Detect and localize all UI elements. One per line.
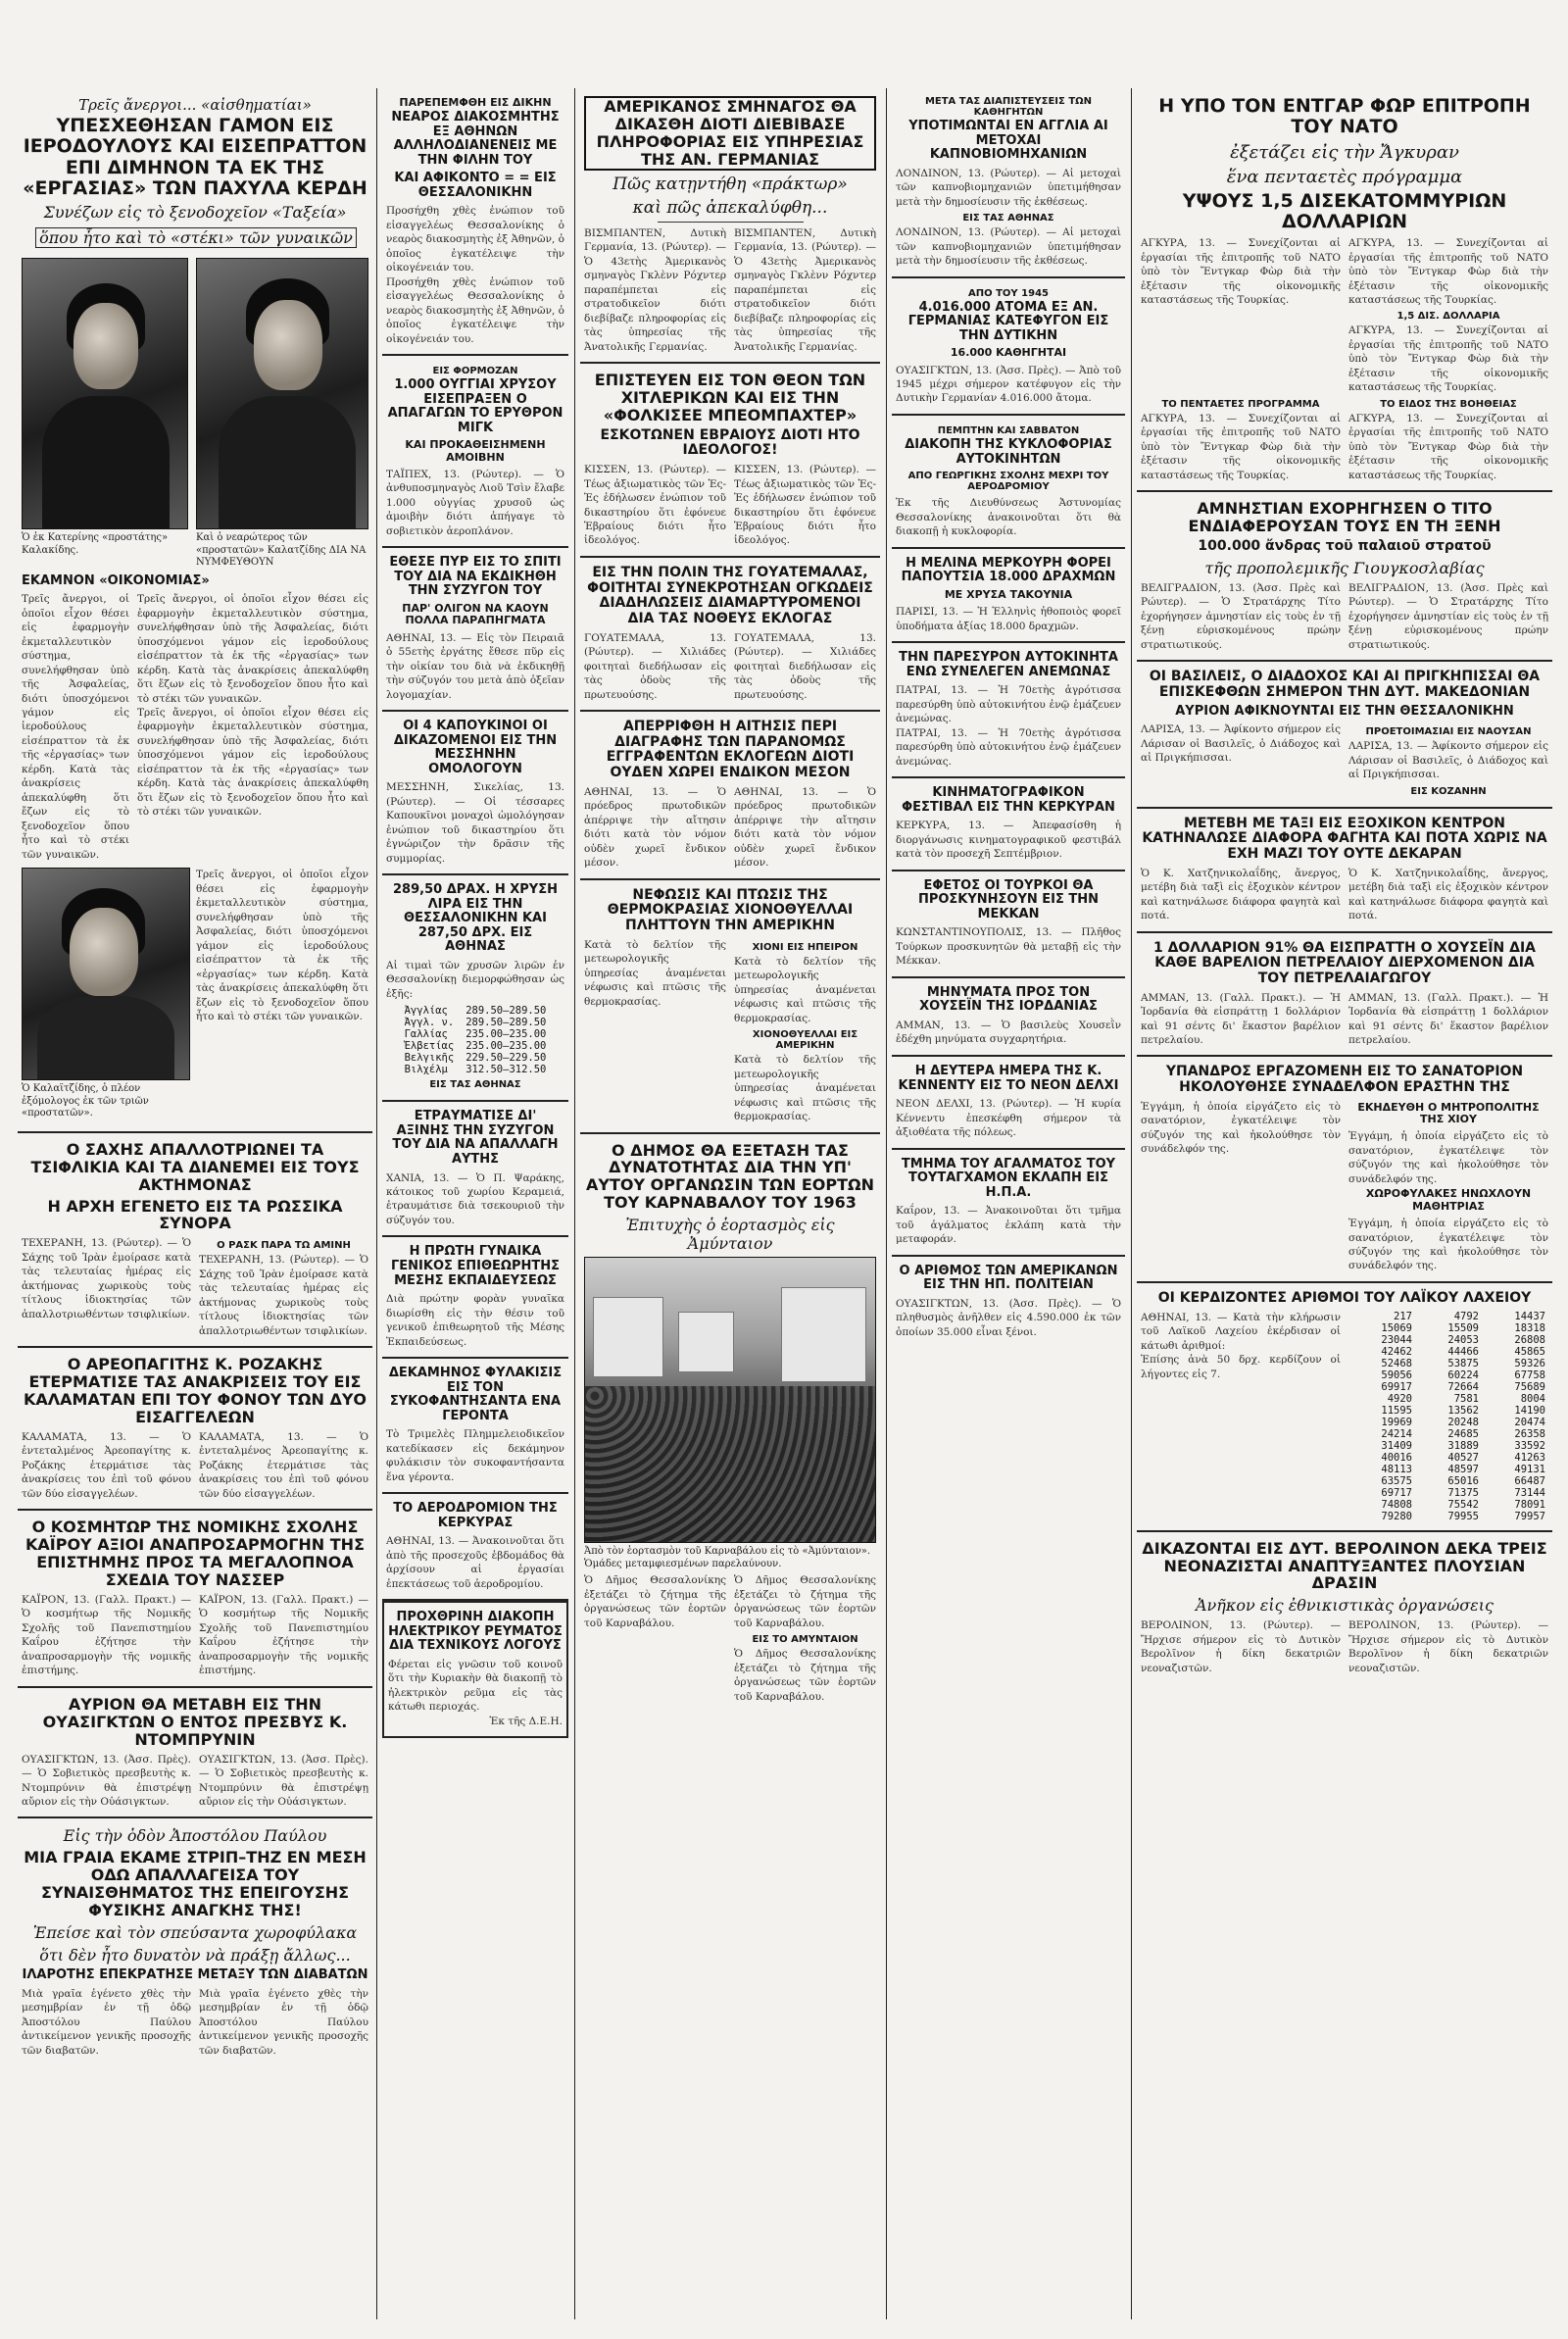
subheadline: ἐξετάζει εἰς τὴν Ἄγκυραν bbox=[1230, 141, 1459, 163]
subheadline: ὅτι δὲν ἦτο δυνατὸν νὰ πράξῃ ἄλλως... bbox=[39, 1946, 351, 1966]
article-anemones bbox=[892, 643, 1125, 778]
article-gold-sovereign bbox=[382, 875, 568, 1102]
body-text: ΑΘΗΝΑΙ, 13. — Κατὰ τὴν κλήρωσιν τοῦ Λαϊκοῦ Λαχείου ἐκέρδισαν οἱ κάτωθι ἀριθμοί: bbox=[1141, 1311, 1341, 1352]
table-row: 59056 60224 67758 bbox=[1381, 1369, 1545, 1381]
headline: 1 ΔΟΛΛΑΡΙΟΝ 91% ΘΑ ΕΙΣΠΡΑΤΤΗ Ο ΧΟΥΣΕΪΝ ΔΙΑ ΚΑΘΕ ΒΑΡΕΛΙΟΝ ΠΕΤΡΕΛΑΙΟΥ ΔΙΕΡΧΟΜΕΝΟΝ ΔΙΑ ΤΟΥ ΠΕΤΡΕΛΑΙΑΓΩΓΟΥ bbox=[1152, 939, 1537, 986]
article-ss-officer bbox=[580, 364, 880, 558]
body-text: ΒΙΣΜΠΑΝΤΕΝ, Δυτικὴ Γερμανία, 13. (Ρώυτερ). — Ὁ 43ετὴς Ἀμερικανὸς σμηναγὸς Γκλὲνν Ρόχντερ παραπέμπεται εἰς στρατοδικεῖον διότι διεβίβαζε πληροφορίας εἰς τὰς ὑπηρεσίας τῆς Ἀνατολικῆς Γερμανίας. bbox=[584, 226, 726, 353]
body-text: ΟΥΑΣΙΓΚΤΩΝ, 13. (Ἀσσ. Πρὲς). — Ἀπὸ τοῦ 1945 μέχρι σήμερον κατέφυγον εἰς τὴν Δυτικὴν Γερμανίαν 4.016.000 ἄτομα. bbox=[896, 364, 1121, 405]
headline: ΕΘΕΣΕ ΠΥΡ ΕΙΣ ΤΟ ΣΠΙΤΙ ΤΟΥ ΔΙΑ ΝΑ ΕΚΔΙΚΗΘΗ ΤΗΝ ΣΥΖΥΓΟΝ ΤΟΥ bbox=[389, 555, 562, 599]
article-power-cut bbox=[382, 1601, 568, 1738]
table-row: 52468 53875 59326 bbox=[1381, 1357, 1545, 1369]
lottery-numbers-table bbox=[1348, 1311, 1548, 1522]
headline: Η ΔΕΥΤΕΡΑ ΗΜΕΡΑ ΤΗΣ Κ. ΚΕΝΝΕΝΤΥ ΕΙΣ ΤΟ ΝΕΟΝ ΔΕΛΧΙ bbox=[898, 1063, 1119, 1093]
article-tobacco bbox=[892, 88, 1125, 278]
subheadline: ΑΠΟ ΓΕΩΡΓΙΚΗΣ ΣΧΟΛΗΣ ΜΕΧΡΙ ΤΟΥ ΑΕΡΟΔΡΟΜΙΟΥ bbox=[907, 471, 1109, 493]
headline: 1.000 ΟΥΓΓΙΑΙ ΧΡΥΣΟΥ ΕΙΣΕΠΡΑΞΕΝ Ο ΑΠΑΓΑΓΩΝ ΤΟ ΕΡΥΘΡΟΝ ΜΙΓΚ bbox=[387, 377, 564, 435]
photo-kalaitzidis bbox=[22, 868, 190, 1080]
article-prostitutes bbox=[18, 88, 372, 1133]
headline: ΥΠΑΝΔΡΟΣ ΕΡΓΑΖΟΜΕΝΗ ΕΙΣ ΤΟ ΣΑΝΑΤΟΡΙΟΝ ΗΚΟΛΟΥΘΗΣΕ ΣΥΝΑΔΕΛΦΟΝ ΕΡΑΣΤΗΝ ΤΗΣ bbox=[1165, 1064, 1524, 1096]
body-text: ΑΓΚΥΡΑ, 13. — Συνεχίζονται αἱ ἐργασίαι τῆς ἐπιτροπῆς τοῦ ΝΑΤΟ ὑπὸ τὸν Ἔντγκαρ Φὼρ διὰ τὴν ἐξέτασιν τῆς οἰκονομικῆς καταστάσεως τῆς Τουρκίας. bbox=[1348, 412, 1548, 481]
article-lottery bbox=[1137, 1283, 1552, 1532]
article-melina bbox=[892, 549, 1125, 643]
photo-kalakidis bbox=[22, 258, 188, 529]
column-1 bbox=[18, 88, 372, 2319]
body-text: ΑΓΚΥΡΑ, 13. — Συνεχίζονται αἱ ἐργασίαι τῆς ἐπιτροπῆς τοῦ ΝΑΤΟ ὑπὸ τὸν Ἔντγκαρ Φὼρ διὰ τὴν ἐξέτασιν τῆς οἰκονομικῆς καταστάσεως τῆς Τουρκίας. bbox=[1141, 412, 1341, 481]
subheadline: ΑΥΡΙΟΝ ΑΦΙΚΝΟΥΝΤΑΙ ΕΙΣ ΤΗΝ ΘΕΣΣΑΛΟΝΙΚΗΝ bbox=[1175, 703, 1514, 719]
article-tito bbox=[1137, 492, 1552, 662]
body-text: ΤΑΪΠΕΧ, 13. (Ρώυτερ). — Ὁ ἀνθυποσμηναγὸς Λιοῦ Τσὶν ἔλαβε 1.000 οὐγγίας χρυσοῦ ὡς ἀμοιβὴν διότι ἀπήγαγε τὸ σοβιετικὸν ἀεροπλάνον. bbox=[386, 468, 564, 537]
headline: Η ΠΡΩΤΗ ΓΥΝΑΙΚΑ ΓΕΝΙΚΟΣ ΕΠΙΘΕΩΡΗΤΗΣ ΜΕΣΗΣ ΕΚΠΑΙΔΕΥΣΕΩΣ bbox=[390, 1244, 561, 1288]
column-2 bbox=[382, 88, 568, 2319]
article-mecca bbox=[892, 871, 1125, 978]
headline: Ο ΚΟΣΜΗΤΩΡ ΤΗΣ ΝΟΜΙΚΗΣ ΣΧΟΛΗΣ ΚΑΪΡΟΥ ΑΞΙΟΙ ΑΝΑΠΡΟΣΑΡΜΟΓΗΝ ΤΗΣ ΕΠΙΣΤΗΜΗΣ ΠΡΟΣ ΤΑ ΜΕΓΑΛΟΠΝΟΑ ΣΧΕΔΙΑ ΤΟΥ ΝΑΣΣΕΡ bbox=[24, 1518, 365, 1590]
body-text: Μιὰ γραῖα ἐγένετο χθὲς τὴν μεσημβρίαν ἐν τῇ ὁδῷ Ἀποστόλου Παύλου ἀντικείμενον γενικῆς προσοχῆς τῶν διαβατῶν. bbox=[199, 1987, 368, 2057]
body-text: ΑΓΚΥΡΑ, 13. — Συνεχίζονται αἱ ἐργασίαι τῆς ἐπιτροπῆς τοῦ ΝΑΤΟ ὑπὸ τὸν Ἔντγκαρ Φὼρ διὰ τὴν ἐξέτασιν τῆς οἰκονομικῆς καταστάσεως τῆς Τουρκίας. bbox=[1141, 237, 1341, 306]
subheadline: ΥΨΟΥΣ 1,5 ΔΙΣΕΚΑΤΟΜΜΥΡΙΩΝ ΔΟΛΛΑΡΙΩΝ bbox=[1182, 189, 1507, 232]
headline: Ο ΑΡΕΟΠΑΓΙΤΗΣ Κ. ΡΟΖΑΚΗΣ ΕΤΕΡΜΑΤΙΣΕ ΤΑΣ ΑΝΑΚΡΙΣΕΙΣ ΤΟΥ ΕΙΣ ΚΑΛΑΜΑΤΑΝ ΕΠΙ ΤΟΥ ΦΟΝΟΥ ΤΩΝ ΔΥΟ ΕΙΣΑΓΓΕΛΕΩΝ bbox=[23, 1355, 368, 1426]
article-slander bbox=[382, 1359, 568, 1494]
article-refugees bbox=[892, 278, 1125, 416]
column-rule bbox=[886, 88, 887, 2319]
headline: ΑΠΕΡΡΙΦΘΗ Η ΑΙΤΗΣΙΣ ΠΕΡΙ ΔΙΑΓΡΑΦΗΣ ΤΩΝ ΠΑΡΑΝΟΜΩΣ ΕΓΓΡΑΦΕΝΤΩΝ ΕΚΛΟΓΕΩΝ ΔΙΟΤΙ ΟΥΔΕΝ ΧΩΡΕΙ ΕΝΔΙΚΟΝ ΜΕΣΟΝ bbox=[606, 719, 855, 781]
headline: ΔΙΚΑΖΟΝΤΑΙ ΕΙΣ ΔΥΤ. ΒΕΡΟΛΙΝΟΝ ΔΕΚΑ ΤΡΕΙΣ ΝΕΟΝΑΖΙΣΤΑΙ ΑΝΑΠΤΥΞΑΝΤΕΣ ΠΛΟΥΣΙΑΝ ΔΡΑΣΙΝ bbox=[1142, 1538, 1547, 1593]
body-text: Τρεῖς ἄνεργοι, οἱ ὁποῖοι εἶχον θέσει εἰς ἐφαρμογὴν ἐκμεταλλευτικὸν σύστημα, συνελήφθησαν ὑπὸ τῆς Ἀσφαλείας, διότι ὑποσχόμενοι γάμον εἰς ἱεροδούλους εἰσέπραττον τὰ ἐκ τῆς «ἐργασίας» των κέρδη. Κατὰ τὰς ἀνακρίσεις ἀπεκαλύφθη ὅτι ἔζων εἰς τὸ ξενοδοχεῖον ὅπου ἦτο καὶ τὸ στέκι τῶν γυναικῶν. bbox=[137, 593, 368, 705]
body-text: Προσήχθη χθὲς ἐνώπιον τοῦ εἰσαγγελέως Θεσσαλονίκης ὁ νεαρὸς διακοσμητὴς ἐξ Ἀθηνῶν, ὁ ὁποῖος ἐγκατέλειψε τὴν οἰκογένειάν του. bbox=[386, 275, 564, 345]
article-kennedy bbox=[892, 1057, 1125, 1150]
body-text: ΒΕΡΟΛΙΝΟΝ, 13. (Ρώυτερ). — Ἤρχισε σήμερον εἰς τὸ Δυτικὸν Βερολῖνον ἡ δίκη δεκατριῶν νεοναζιστῶν. bbox=[1141, 1619, 1341, 1674]
headline: ΟΙ ΚΕΡΔΙΖΟΝΤΕΣ ΑΡΙΘΜΟΙ ΤΟΥ ΛΑΪΚΟΥ ΛΑΧΕΙΟΥ bbox=[1157, 1289, 1532, 1306]
subheadline: ΚΑΙ ΠΡΟΚΑΘΕΙΣΗΜΕΝΗ ΑΜΟΙΒΗΝ bbox=[405, 438, 546, 464]
subheadline: ΠΑΡ' ΟΛΙΓΟΝ ΝΑ ΚΑΟΥΝ ΠΟΛΛΑ ΠΑΡΑΠΗΓΜΑΤΑ bbox=[402, 602, 549, 627]
subheadline: 100.000 ἄνδρας τοῦ παλαιοῦ στρατοῦ bbox=[1198, 538, 1492, 555]
subheadline: Ἀνῆκον εἰς ἐθνικιστικὰς ὀργανώσεις bbox=[1195, 1596, 1494, 1616]
subheadline: ΜΕ ΧΡΥΣΑ ΤΑΚΟΥΝΙΑ bbox=[944, 587, 1073, 601]
headline: Ο ΔΗΜΟΣ ΘΑ ΕΞΕΤΑΣΗ ΤΑΣ ΔΥΝΑΤΟΤΗΤΑΣ ΔΙΑ ΤΗΝ ΥΠ' ΑΥΤΟΥ ΟΡΓΑΝΩΣΙΝ ΤΩΝ ΕΟΡΤΩΝ ΤΟΥ ΚΑΡΝΑΒΑΛΟΥ ΤΟΥ 1963 bbox=[585, 1140, 875, 1213]
body-text: Ὁ Δῆμος Θεσσαλονίκης ἐξετάζει τὸ ζήτημα τῆς ὀργανώσεως τῶν ἑορτῶν τοῦ Καρναβάλου. bbox=[734, 1574, 876, 1629]
photo-caption: Ἀπὸ τὸν ἑορτασμὸν τοῦ Καρναβάλου εἰς τὸ «Ἀμύνταιον». Ὁμάδες μεταμφιεσμένων παρελαύνουν. bbox=[584, 1546, 871, 1569]
headline: Ο ΑΡΙΘΜΟΣ ΤΩΝ ΑΜΕΡΙΚΑΝΩΝ ΕΙΣ ΤΗΝ ΗΠ. ΠΟΛΙΤΕΙΑΝ bbox=[899, 1263, 1118, 1293]
body-text: ΚΑΛΑΜΑΤΑ, 13. — Ὁ ἐντεταλμένος Ἀρεοπαγίτης κ. Ροζάκης ἐτερμάτισε τὰς ἀνακρίσεις του ἐπὶ τοῦ φόνου τῶν δύο εἰσαγγελέων. bbox=[199, 1430, 368, 1500]
headline: ΕΙΣ ΤΗΝ ΠΟΛΙΝ ΤΗΣ ΓΟΥΑΤΕΜΑΛΑΣ, ΦΟΙΤΗΤΑΙ ΣΥΝΕΚΡΟΤΗΣΑΝ ΟΓΚΩΔΕΙΣ ΔΙΑΔΗΛΩΣΕΙΣ ΔΙΑΜΑΡΤΥΡΟΜΕΝΟΙ ΔΙΑ ΤΑΣ ΝΟΘΕΥΣ ΕΚΛΟΓΑΣ bbox=[587, 564, 873, 626]
body-text: Ἐκ τῆς Διευθύνσεως Ἀστυνομίας Θεσσαλονίκης ἀνακοινοῦται ὅτι θὰ διακοπῇ ἡ κυκλοφορία. bbox=[896, 497, 1121, 538]
headline: ΕΠΙΣΤΕΥΕΝ ΕΙΣ ΤΟΝ ΘΕΟΝ ΤΩΝ ΧΙΤΛΕΡΙΚΩΝ ΚΑΙ ΕΙΣ ΤΗΝ «ΦΟΛΚΙΣΕΕ ΜΠΕΟΜΠΑΧΤΕΡ» bbox=[594, 370, 866, 424]
body-text: ΟΥΑΣΙΓΚΤΩΝ, 13. (Ἀσσ. Πρὲς). — Ὁ πληθυσμὸς ἀνῆλθεν εἰς 4.590.000 ἐκ τῶν ὁποίων 35.000 εἶναι ξένοι. bbox=[896, 1297, 1121, 1338]
body-text: Τὸ Τριμελὲς Πλημμελειοδικεῖον κατεδίκασεν εἰς δεκάμηνον φυλάκισιν τὸν συκοφαντήσαντα ἕνα γέροντα. bbox=[386, 1428, 564, 1483]
body-text: ΒΕΛΙΓΡΑΔΙΟΝ, 13. (Ἀσσ. Πρὲς καὶ Ρώυτερ). — Ὁ Στρατάρχης Τίτο ἐχορήγησεν ἀμνηστίαν εἰς τοὺς ἐν τῇ ξένῃ εὑρισκομένους πρώην στρατιωτικούς. bbox=[1348, 581, 1548, 651]
body-text: Ὁ Δῆμος Θεσσαλονίκης ἐξετάζει τὸ ζήτημα τῆς ὀργανώσεως τῶν ἑορτῶν τοῦ Καρναβάλου. bbox=[734, 1648, 876, 1703]
body-text: Κατὰ τὸ δελτίον τῆς μετεωρολογικῆς ὑπηρεσίας ἀναμένεται νέφωσις καὶ πτῶσις τῆς θερμοκρασίας. bbox=[734, 1054, 876, 1123]
article-guatemala bbox=[580, 558, 880, 712]
subheadline: ΙΛΑΡΟΤΗΣ ΕΠΕΚΡΑΤΗΣΕ ΜΕΤΑΞΥ ΤΩΝ ΔΙΑΒΑΤΩΝ bbox=[22, 1967, 368, 1983]
headline: Η ΜΕΛΙΝΑ ΜΕΡΚΟΥΡΗ ΦΟΡΕΙ ΠΑΠΟΥΤΣΙΑ 18.000 ΔΡΑΧΜΩΝ bbox=[901, 555, 1116, 585]
table-row: 15069 15509 18318 bbox=[1381, 1321, 1545, 1334]
column-4 bbox=[892, 88, 1125, 2319]
headline: ΜΕΤΕΒΗ ΜΕ ΤΑΞΙ ΕΙΣ ΕΞΟΧΙΚΟΝ ΚΕΝΤΡΟΝ ΚΑΤΗΝΑΛΩΣΕ ΔΙΑΦΟΡΑ ΦΑΓΗΤΑ ΚΑΙ ΠΟΤΑ ΧΩΡΙΣ ΝΑ ΕΧΗ ΜΑΖΙ ΤΟΥ ΟΥΤΕ ΔΕΚΑΡΑΝ bbox=[1142, 815, 1547, 862]
table-row: 74808 75542 78091 bbox=[1381, 1498, 1545, 1511]
headline: ΝΕΦΩΣΙΣ ΚΑΙ ΠΤΩΣΙΣ ΤΗΣ ΘΕΡΜΟΚΡΑΣΙΑΣ ΧΙΟΝΟΘΥΕΛΛΑΙ ΠΛΗΤΤΟΥΝ ΤΗΝ ΑΜΕΡΙΚΗΝ bbox=[607, 886, 854, 933]
body-text: Διὰ πρώτην φορὰν γυναῖκα διωρίσθη εἰς τὴν θέσιν τοῦ γενικοῦ ἐπιθεωρητοῦ τῆς Μέσης Ἐκπαιδεύσεως. bbox=[386, 1293, 564, 1348]
table-row: 40016 40527 41263 bbox=[1381, 1451, 1545, 1464]
body-text: ΑΜΜΑΝ, 13. (Γαλλ. Πρακτ.). — Ἡ Ἰορδανία θὰ εἰσπράττῃ 1 δολλάριον καὶ 91 σέντς δι' ἕκαστον βαρέλιον πετρελαίου. bbox=[1348, 991, 1548, 1046]
subheadline: Συνέζων εἰς τὸ ξενοδοχεῖον «Ταξεία» bbox=[43, 203, 347, 223]
body-text: Φέρεται εἰς γνῶσιν τοῦ κοινοῦ ὅτι τὴν Κυριακὴν θὰ διακοπῇ τὸ ἠλεκτρικὸν ρεῦμα εἰς τὰς κάτωθι περιοχάς. bbox=[388, 1658, 563, 1714]
article-first-woman bbox=[382, 1237, 568, 1359]
caption-headline: ΕΚΑΜΝΟΝ «ΟΙΚΟΝΟΜΙΑΣ» bbox=[22, 572, 210, 588]
subheadline: ΕΣΚΟΤΩΝΕΝ ΕΒΡΑΙΟΥΣ ΔΙΟΤΙ ΗΤΟ ΙΔΕΟΛΟΓΟΣ! bbox=[600, 426, 860, 459]
subheadline: ἕνα πενταετὲς πρόγραμμα bbox=[1226, 166, 1463, 187]
table-row: 42462 44466 45865 bbox=[1381, 1345, 1545, 1358]
subheadline: καὶ πῶς ἀπεκαλύφθη... bbox=[632, 197, 828, 218]
article-neonazis bbox=[1137, 1532, 1552, 1684]
body-text: Ὁ Κ. Χατζηνικολαΐδης, ἄνεργος, μετέβη διὰ ταξὶ εἰς ἐξοχικὸν κέντρον καὶ κατηνάλωσε διάφορα φαγητὰ καὶ ποτά. bbox=[1141, 867, 1341, 922]
headline: ΤΗΝ ΠΑΡΕΣΥΡΟΝ ΑΥΤΟΚΙΝΗΤΑ ΕΝΩ ΣΥΝΕΛΕΓΕΝ ΑΝΕΜΩΝΑΣ bbox=[899, 650, 1118, 679]
headline: 289,50 ΔΡΑΧ. Η ΧΡΥΣΗ ΛΙΡΑ ΕΙΣ ΤΗΝ ΘΕΣΣΑΛΟΝΙΚΗΝ ΚΑΙ 287,50 ΔΡΧ. ΕΙΣ ΑΘΗΝΑΣ bbox=[393, 882, 558, 955]
body-text: Μιὰ γραῖα ἐγένετο χθὲς τὴν μεσημβρίαν ἐν τῇ ὁδῷ Ἀποστόλου Παύλου ἀντικείμενον γενικῆς προσοχῆς τῶν διαβατῶν. bbox=[22, 1987, 191, 2057]
kicker: ΕΙΣ ΦΟΡΜΟΖΑΝ bbox=[432, 366, 518, 377]
body-text: ΚΑΛΑΜΑΤΑ, 13. — Ὁ ἐντεταλμένος Ἀρεοπαγίτης κ. Ροζάκης ἐτερμάτισε τὰς ἀνακρίσεις του ἐπὶ τοῦ φόνου τῶν δύο εἰσαγγελέων. bbox=[22, 1430, 191, 1500]
headline: ΔΕΚΑΜΗΝΟΣ ΦΥΛΑΚΙΣΙΣ ΕΙΣ ΤΟΝ ΣΥΚΟΦΑΝΤΗΣΑΝΤΑ ΕΝΑ ΓΕΡΟΝΤΑ bbox=[388, 1366, 563, 1423]
subheadline: 16.000 ΚΑΘΗΓΗΤΑΙ bbox=[950, 346, 1067, 360]
article-us-major bbox=[580, 88, 880, 364]
headline: ΕΦΕΤΟΣ ΟΙ ΤΟΥΡΚΟΙ ΘΑ ΠΡΟΣΚΥΝΗΣΟΥΝ ΕΙΣ ΤΗΝ ΜΕΚΚΑΝ bbox=[917, 877, 1100, 921]
body-text: Καΐρον, 13. — Ἀνακοινοῦται ὅτι τμῆμα τοῦ ἀγάλματος ἐκλάπη κατὰ τὴν μεταφοράν. bbox=[896, 1205, 1121, 1246]
body-text: Τρεῖς ἄνεργοι, οἱ ὁποῖοι εἶχον θέσει εἰς ἐφαρμογὴν ἐκμεταλλευτικὸν σύστημα, συνελήφθησαν ὑπὸ τῆς Ἀσφαλείας, διότι ὑποσχόμενοι γάμον εἰς ἱεροδούλους εἰσέπραττον τὰ ἐκ τῆς «ἐργασίας» των κέρδη. Κατὰ τὰς ἀνακρίσεις ἀπεκαλύφθη ὅτι ἔζων εἰς τὸ ξενοδοχεῖον ὅπου ἦτο καὶ τὸ στέκι τῶν γυναικῶν. bbox=[196, 869, 368, 1023]
body-text: ΛΑΡΙΣΑ, 13. — Ἀφίκοντο σήμερον εἰς Λάρισαν οἱ Βασιλεῖς, ὁ Διάδοχος καὶ αἱ Πριγκήπισσαι. bbox=[1141, 723, 1341, 765]
headline: ΔΙΑΚΟΠΗ ΤΗΣ ΚΥΚΛΟΦΟΡΙΑΣ ΑΥΤΟΚΙΝΗΤΩΝ bbox=[905, 436, 1112, 467]
body-text: ΠΑΤΡΑΙ, 13. — Ἡ 70ετὴς ἀγρότισσα παρεσύρθη ὑπὸ αὐτοκινήτου ἐνῷ ἐμάζευεν ἀνεμώνας. bbox=[896, 726, 1121, 768]
body-text: Τρεῖς ἄνεργοι, οἱ ὁποῖοι εἶχον θέσει εἰς ἐφαρμογὴν ἐκμεταλλευτικὸν σύστημα, συνελήφθησαν ὑπὸ τῆς Ἀσφαλείας, διότι ὑποσχόμενοι γάμον εἰς ἱεροδούλους εἰσέπραττον τὰ ἐκ τῆς «ἐργασίας» των κέρδη. Κατὰ τὰς ἀνακρίσεις ἀπεκαλύφθη ὅτι ἔζων εἰς τὸ ξενοδοχεῖον ὅπου ἦτο καὶ τὸ στέκι τῶν γυναικῶν. bbox=[137, 706, 368, 819]
kicker: Τρεῖς ἄνεργοι... «αἰσθηματίαι» bbox=[78, 96, 312, 114]
body-text: ΑΓΚΥΡΑ, 13. — Συνεχίζονται αἱ ἐργασίαι τῆς ἐπιτροπῆς τοῦ ΝΑΤΟ ὑπὸ τὸν Ἔντγκαρ Φὼρ διὰ τὴν ἐξέτασιν τῆς οἰκονομικῆς καταστάσεως τῆς Τουρκίας. bbox=[1348, 237, 1548, 306]
subheadline: τῆς προπολεμικῆς Γιουγκοσλαβίας bbox=[1204, 558, 1485, 577]
dateline: ΤΟ ΕΙΔΟΣ ΤΗΣ ΒΟΗΘΕΙΑΣ bbox=[1380, 398, 1517, 410]
article-nato bbox=[1137, 88, 1552, 492]
headline: ΤΟ ΑΕΡΟΔΡΟΜΙΟΝ ΤΗΣ ΚΕΡΚΥΡΑΣ bbox=[393, 1501, 558, 1530]
body-text: ΠΑΡΙΣΙ, 13. — Ἡ Ἑλληνὶς ἠθοποιὸς φορεῖ ὑποδήματα ἀξίας 18.000 δραχμῶν. bbox=[896, 606, 1121, 632]
article-sanatorium bbox=[1137, 1057, 1552, 1282]
table-row: 24214 24685 26358 bbox=[1381, 1427, 1545, 1440]
body-text: ΑΘΗΝΑΙ, 13. — Εἰς τὸν Πειραιᾶ ὁ 55ετὴς ἐργάτης ἔθεσε πῦρ εἰς τὴν οἰκίαν του διὰ νὰ ἐκδικηθῇ τὴν σύζυγόν του μετὰ ἀπὸ ὀξεῖαν λογομαχίαν. bbox=[386, 631, 564, 701]
subheadline: Ἐπείσε καὶ τὸν σπεύσαντα χωροφύλακα bbox=[32, 1923, 358, 1943]
table-row: Βιλχέλμ 312.50–312.50 bbox=[404, 1064, 547, 1076]
headline: ΟΙ 4 ΚΑΠΟΥΚΙΝΟΙ ΟΙ ΔΙΚΑΖΟΜΕΝΟΙ ΕΙΣ ΤΗΝ ΜΕΣΣΗΝΗΝ ΟΜΟΛΟΓΟΥΝ bbox=[393, 719, 558, 776]
dateline: ΕΙΣ ΤΑΣ ΑΘΗΝΑΣ bbox=[962, 213, 1054, 224]
body-text: ΓΟΥΑΤΕΜΑΛΑ, 13. (Ρώυτερ). — Χιλιάδες φοιτηταὶ διεδήλωσαν εἰς τὰς ὁδοὺς τῆς πρωτευούσης. bbox=[584, 631, 726, 701]
article-decorator bbox=[382, 88, 568, 356]
table-row: 79280 79955 79957 bbox=[1381, 1510, 1545, 1522]
article-capuchins bbox=[382, 712, 568, 875]
subheadline: ΕΚΗΔΕΥΘΗ Ο ΜΗΤΡΟΠΟΛΙΤΗΣ ΤΗΣ ΧΙΟΥ bbox=[1357, 1100, 1540, 1126]
body-text: Προσήχθη χθὲς ἐνώπιον τοῦ εἰσαγγελέως Θεσσαλονίκης ὁ νεαρὸς διακοσμητὴς ἐξ Ἀθηνῶν, ὁ ὁποῖος ἐγκατέλειψε τὴν οἰκογένειάν του. bbox=[386, 205, 564, 274]
column-rule bbox=[1131, 88, 1132, 2319]
body-text: ΚΑΪΡΟΝ, 13. (Γαλλ. Πρακτ.) — Ὁ κοσμήτωρ τῆς Νομικῆς Σχολῆς τοῦ Πανεπιστημίου Καΐρου ἐζήτησε τὴν ἀναπροσαρμογὴν τῆς νομικῆς ἐπιστήμης. bbox=[22, 1593, 191, 1677]
table-row: 217 4792 14437 bbox=[1394, 1310, 1545, 1322]
article-old-woman bbox=[18, 1818, 372, 2065]
table-row: 69717 71375 73144 bbox=[1381, 1486, 1545, 1499]
photo-kalatzidis bbox=[196, 258, 368, 529]
headline: 4.016.000 ΑΤΟΜΑ ΕΞ ΑΝ. ΓΕΡΜΑΝΙΑΣ ΚΑΤΕΦΥΓΟΝ ΕΙΣ ΤΗΝ ΔΥΤΙΚΗΝ bbox=[907, 299, 1109, 343]
article-dobrynin bbox=[18, 1688, 372, 1819]
body-text: Κατὰ τὸ δελτίον τῆς μετεωρολογικῆς ὑπηρεσίας ἀναμένεται νέφωσις καὶ πτῶσις τῆς θερμοκρασίας. bbox=[734, 955, 876, 1024]
gold-price-table bbox=[399, 1005, 553, 1075]
headline: ΥΠΟΤΙΜΩΝΤΑΙ ΕΝ ΑΓΓΛΙΑ ΑΙ ΜΕΤΟΧΑΙ ΚΑΠΝΟΒΙΟΜΗΧΑΝΙΩΝ bbox=[908, 119, 1108, 163]
body-text: ΝΕΟΝ ΔΕΛΧΙ, 13. (Ρώυτερ). — Ἡ κυρία Κέννεντυ ἐπεσκέφθη σήμερον τὰ ἀξιοθέατα τῆς πόλεως. bbox=[896, 1098, 1121, 1139]
body-text: ΚΑΪΡΟΝ, 13. (Γαλλ. Πρακτ.) — Ὁ κοσμήτωρ τῆς Νομικῆς Σχολῆς τοῦ Πανεπιστημίου Καΐρου ἐζήτησε τὴν ἀναπροσαρμογὴν τῆς νομικῆς ἐπιστήμης. bbox=[199, 1593, 368, 1677]
body-text: ΑΜΜΑΝ, 13. — Ὁ βασιλεὺς Χουσεῒν ἐδέχθη μηνύματα συγχαρητήρια. bbox=[896, 1019, 1121, 1046]
dateline: ΧΙΟΝΙ ΕΙΣ ΗΠΕΙΡΟΝ bbox=[752, 941, 858, 953]
subheadline: Ἐπιτυχὴς ὁ ἑορτασμὸς εἰς Ἀμύνταιον bbox=[625, 1216, 835, 1254]
article-traffic bbox=[892, 416, 1125, 549]
column-rule bbox=[574, 88, 575, 2319]
body-text: ΤΕΧΕΡΑΝΗ, 13. (Ρώυτερ). — Ὁ Σάχης τοῦ Ἰρὰν ἐμοίρασε κατὰ τὰς τελευταίας ἡμέρας εἰς ἀκτήμονας χωρικοὺς τοὺς τίτλους ἰδιοκτησίας τῶν ἀπαλλοτριωθέντων τσιφλικίων. bbox=[22, 1237, 191, 1320]
table-row: 4920 7581 8004 bbox=[1387, 1392, 1545, 1405]
article-fire-house bbox=[382, 548, 568, 712]
article-oil bbox=[1137, 933, 1552, 1058]
article-shah bbox=[18, 1133, 372, 1348]
body-text: ΑΘΗΝΑΙ, 13. — Ὁ πρόεδρος πρωτοδικῶν ἀπέρριψε τὴν αἴτησιν διότι κατὰ τὸν νόμον οὐδὲν χωρεῖ ἔνδικον μέσον. bbox=[584, 785, 726, 870]
body-text: ΑΓΚΥΡΑ, 13. — Συνεχίζονται αἱ ἐργασίαι τῆς ἐπιτροπῆς τοῦ ΝΑΤΟ ὑπὸ τὸν Ἔντγκαρ Φὼρ διὰ τὴν ἐξέτασιν τῆς οἰκονομικῆς καταστάσεως τῆς Τουρκίας. bbox=[1348, 324, 1548, 394]
table-row: Ἀγγλ. ν. 289.50–289.50 bbox=[404, 1017, 547, 1029]
body-text: Ἐγγάμη, ἡ ὁποία εἰργάζετο εἰς τὸ σανατόριον, ἐγκατέλειψε τὸν σύζυγόν της καὶ ἠκολούθησε τὸν συνάδελφόν της. bbox=[1141, 1100, 1341, 1156]
body-text: ΛΑΡΙΣΑ, 13. — Ἀφίκοντο σήμερον εἰς Λάρισαν οἱ Βασιλεῖς, ὁ Διάδοχος καὶ αἱ Πριγκήπισσαι. bbox=[1348, 740, 1548, 781]
body-text: ΤΕΧΕΡΑΝΗ, 13. (Ρώυτερ). — Ὁ Σάχης τοῦ Ἰρὰν ἐμοίρασε κατὰ τὰς τελευταίας ἡμέρας εἰς ἀκτήμονας χωρικοὺς τοὺς τίτλους ἰδιοκτησίας τῶν ἀπαλλοτριωθέντων τσιφλικίων. bbox=[199, 1254, 368, 1337]
headline: ΑΜΕΡΙΚΑΝΟΣ ΣΜΗΝΑΓΟΣ ΘΑ ΔΙΚΑΣΘΗ ΔΙΟΤΙ ΔΙΕΒΙΒΑΣΕ ΠΛΗΡΟΦΟΡΙΑΣ ΕΙΣ ΥΠΗΡΕΣΙΑΣ ΤΗΣ ΑΝ. ΓΕΡΜΑΝΙΑΣ bbox=[584, 96, 876, 171]
body-text: ΟΥΑΣΙΓΚΤΩΝ, 13. (Ἀσσ. Πρὲς). — Ὁ Σοβιετικὸς πρεσβευτὴς κ. Ντομπρύνιν θὰ ἐπιστρέψῃ αὔριον εἰς τὴν Οὐάσιγκτων. bbox=[22, 1753, 191, 1808]
article-voters bbox=[580, 712, 880, 880]
headline: Η ΥΠΟ ΤΟΝ ΕΝΤΓΑΡ ΦΩΡ ΕΠΙΤΡΟΠΗ ΤΟΥ ΝΑΤΟ bbox=[1158, 95, 1531, 138]
article-corfu-airport bbox=[382, 1494, 568, 1601]
body-text: ΑΘΗΝΑΙ, 13. — Ἀνακοινοῦται ὅτι ἀπὸ τῆς προσεχοῦς ἑβδομάδος θὰ ἀρχίσουν αἱ ἐργασίαι ἐπεκτάσεως τοῦ ἀεροδρομίου. bbox=[386, 1535, 564, 1590]
article-royals bbox=[1137, 662, 1552, 808]
article-axe bbox=[382, 1102, 568, 1237]
body-text: ΠΑΤΡΑΙ, 13. — Ἡ 70ετὴς ἀγρότισσα παρεσύρθη ὑπὸ αὐτοκινήτου ἐνῷ ἐμάζευεν ἀνεμώνας. bbox=[896, 684, 1121, 725]
article-hussein-messages bbox=[892, 978, 1125, 1057]
body-text: ΚΩΝΣΤΑΝΤΙΝΟΥΠΟΛΙΣ, 13. — Πλῆθος Τούρκων προσκυνητῶν θὰ μεταβῇ εἰς τὴν Μέκκαν. bbox=[896, 926, 1121, 968]
photo-caption: Ὁ ἐκ Κατερίνης «προστάτης» Καλακίδης. bbox=[22, 532, 169, 556]
table-row: Ἑλβετίας 235.00–235.00 bbox=[404, 1040, 547, 1053]
subheadline: ΚΑΙ ΑΦΙΚΟΝΤΟ = = ΕΙΣ ΘΕΣΣΑΛΟΝΙΚΗΝ bbox=[394, 171, 557, 200]
table-row: Γαλλίας 235.00–235.00 bbox=[404, 1028, 547, 1041]
article-taxi bbox=[1137, 809, 1552, 933]
body-text: ΑΜΜΑΝ, 13. (Γαλλ. Πρακτ.). — Ἡ Ἰορδανία θὰ εἰσπράττῃ 1 δολλάριον καὶ 91 σέντς δι' ἕκαστον βαρέλιον πετρελαίου. bbox=[1141, 991, 1341, 1046]
body-text: ΜΕΣΣΗΝΗ, Σικελίας, 13. (Ρώυτερ). — Οἱ τέσσαρες Καπουκῖνοι μοναχοὶ ὡμολόγησαν ἐνώπιον τοῦ δικαστηρίου ὅτι ἐγνώριζον τὴν δρᾶσιν τῆς συμμορίας. bbox=[386, 781, 564, 865]
headline: ΠΡΟΧΘΡΙΝΗ ΔΙΑΚΟΠΗ ΗΛΕΚΤΡΙΚΟΥ ΡΕΥΜΑΤΟΣ ΔΙΑ ΤΕΧΝΙΚΟΥΣ ΛΟΓΟΥΣ bbox=[388, 1610, 563, 1654]
body-text: Τρεῖς ἄνεργοι, οἱ ὁποῖοι εἶχον θέσει εἰς ἐφαρμογὴν ἐκμεταλλευτικὸν σύστημα, συνελήφθησαν ὑπὸ τῆς Ἀσφαλείας, διότι ὑποσχόμενοι γάμον εἰς ἱεροδούλους εἰσέπραττον τὰ ἐκ τῆς «ἐργασίας» των κέρδη. Κατὰ τὰς ἀνακρίσεις ἀπεκαλύφθη ὅτι ἔζων εἰς τὸ ξενοδοχεῖον ὅπου ἦτο καὶ τὸ στέκι τῶν γυναικῶν. bbox=[22, 593, 129, 861]
kicker: ΑΠΟ ΤΟΥ 1945 bbox=[968, 287, 1049, 299]
headline: Ο ΣΑΧΗΣ ΑΠΑΛΛΟΤΡΙΩΝΕΙ ΤΑ ΤΣΙΦΛΙΚΙΑ ΚΑΙ ΤΑ ΔΙΑΝΕΜΕΙ ΕΙΣ ΤΟΥΣ ΑΚΤΗΜΟΝΑΣ bbox=[30, 1139, 360, 1194]
body-text: ΚΕΡΚΥΡΑ, 13. — Ἀπεφασίσθη ἡ διοργάνωσις κινηματογραφικοῦ φεστιβάλ κατὰ τὸν προσεχῆ Σεπτέμβριον. bbox=[896, 820, 1121, 861]
body-text: Ὁ Δῆμος Θεσσαλονίκης ἐξετάζει τὸ ζήτημα τῆς ὀργανώσεως τῶν ἑορτῶν τοῦ Καρναβάλου. bbox=[584, 1574, 726, 1629]
article-tutankhamun bbox=[892, 1150, 1125, 1257]
dateline: 1,5 ΔΙΣ. ΔΟΛΛΑΡΙΑ bbox=[1396, 311, 1500, 323]
photo-caption: Ὁ Καλαϊτζίδης, ὁ πλέον ἐξόμολογος ἐκ τῶν τριῶν «προστατῶν». bbox=[22, 1083, 149, 1120]
dateline: Ο ΡΑΣΚ ΠΑΡΑ ΤΩ ΑΜΙΝΗ bbox=[217, 1240, 351, 1252]
body-text: Κατὰ τὸ δελτίον τῆς μετεωρολογικῆς ὑπηρεσίας ἀναμένεται νέφωσις καὶ πτῶσις τῆς θερμοκρασίας. bbox=[584, 938, 726, 1008]
kicker: ΠΕΜΠΤΗΝ ΚΑΙ ΣΑΒΒΑΤΟΝ bbox=[937, 424, 1080, 436]
body-text: Ἐπίσης ἀνὰ 50 δρχ. κερδίζουν οἱ λήγοντες εἰς 7. bbox=[1141, 1354, 1341, 1380]
signature: Ἐκ τῆς Δ.Ε.Η. bbox=[489, 1715, 563, 1727]
table-row: 69917 72664 75689 bbox=[1381, 1380, 1545, 1393]
table-row: 23044 24053 26808 bbox=[1381, 1333, 1545, 1346]
headline: ΑΜΝΗΣΤΙΑΝ ΕΧΟΡΗΓΗΣΕΝ Ο ΤΙΤΟ ΕΝΔΙΑΦΕΡΟΥΣΑΝ ΤΟΥΣ ΕΝ ΤΗ ΞΕΝΗ bbox=[1188, 499, 1501, 536]
body-text: Αἱ τιμαὶ τῶν χρυσῶν λιρῶν ἐν Θεσσαλονίκῃ διεμορφώθησαν ὡς ἑξῆς: bbox=[386, 959, 564, 1000]
table-row: 63575 65016 66487 bbox=[1381, 1474, 1545, 1487]
article-mig-gold bbox=[382, 356, 568, 548]
table-row: 31409 31889 33592 bbox=[1381, 1439, 1545, 1452]
column-3 bbox=[580, 88, 880, 2319]
table-row: 11595 13562 14190 bbox=[1381, 1404, 1545, 1417]
body-text: ΚΙΣΣΕΝ, 13. (Ρώυτερ). — Τέως ἀξιωματικὸς τῶν Ἐς-Ἐς ἐδήλωσεν ἐνώπιον τοῦ δικαστηρίου ὅτι ἐφόνευε Ἑβραίους διότι ἦτο ἰδεολόγος. bbox=[734, 464, 876, 547]
body-text: ΛΟΝΔΙΝΟΝ, 13. (Ρώυτερ). — Αἱ μετοχαὶ τῶν καπνοβιομηχανιῶν ὑπετιμήθησαν μετὰ τὴν δημοσίευσιν τῆς ἐκθέσεως. bbox=[896, 226, 1121, 268]
headline: ΕΤΡΑΥΜΑΤΙΣΕ ΔΙ' ΑΞΙΝΗΣ ΤΗΝ ΣΥΖΥΓΟΝ ΤΟΥ ΔΙΑ ΝΑ ΑΠΑΛΛΑΓΗ ΑΥΤΗΣ bbox=[392, 1109, 559, 1167]
body-text: Ἐγγάμη, ἡ ὁποία εἰργάζετο εἰς τὸ σανατόριον, ἐγκατέλειψε τὸν σύζυγόν της καὶ ἠκολούθησε τὸν συνάδελφόν της. bbox=[1348, 1218, 1548, 1272]
article-carnival bbox=[580, 1134, 880, 1713]
headline: ΥΠΕΣΧΕΘΗΣΑΝ ΓΑΜΟΝ ΕΙΣ ΙΕΡΟΔΟΥΛΟΥΣ ΚΑΙ ΕΙΣΕΠΡΑΤΤΟΝ ΕΠΙ ΔΙΜΗΝΟΝ ΤΑ ΕΚ ΤΗΣ «ΕΡΓΑΣΙΑΣ» ΤΩΝ ΠΑΧΥΛΑ ΚΕΡΔΗ bbox=[23, 115, 368, 199]
body-text: ΛΟΝΔΙΝΟΝ, 13. (Ρώυτερ). — Αἱ μετοχαὶ τῶν καπνοβιομηχανιῶν ὑπετιμήθησαν μετὰ τὴν δημοσίευσιν τῆς ἐκθέσεως. bbox=[896, 167, 1121, 208]
dateline: ΕΙΣ ΚΟΖΑΝΗΝ bbox=[1410, 785, 1487, 797]
table-row: 48113 48597 49131 bbox=[1381, 1463, 1545, 1475]
subheadline: Η ΑΡΧΗ ΕΓΕΝΕΤΟ ΕΙΣ ΤΑ ΡΩΣΣΙΚΑ ΣΥΝΟΡΑ bbox=[47, 1196, 343, 1233]
body-text: ΒΙΣΜΠΑΝΤΕΝ, Δυτικὴ Γερμανία, 13. (Ρώυτερ). — Ὁ 43ετὴς Ἀμερικανὸς σμηναγὸς Γκλὲνν Ρόχντερ παραπέμπεται εἰς στρατοδικεῖον διότι διεβίβαζε πληροφορίας εἰς τὰς ὑπηρεσίας τῆς Ἀνατολικῆς Γερμανίας. bbox=[734, 226, 876, 353]
body-text: ΧΑΝΙΑ, 13. — Ὁ Π. Ψαράκης, κάτοικος τοῦ χωρίου Κεραμειά, ἐτραυμάτισε διὰ τσεκουριοῦ τὴν σύζυγόν του. bbox=[386, 1171, 564, 1226]
headline: ΚΙΝΗΜΑΤΟΓΡΑΦΙΚΟΝ ΦΕΣΤΙΒΑΛ ΕΙΣ ΤΗΝ ΚΕΡΚΥΡΑΝ bbox=[902, 785, 1115, 815]
photo-carnival bbox=[584, 1257, 876, 1543]
photo-caption: Καὶ ὁ νεαρώτερος τῶν «προστατῶν» Καλατζίδης ΔΙΑ ΝΑ ΝΥΜΦΕΥΘΟΥΝ bbox=[196, 532, 367, 569]
article-weather bbox=[580, 880, 880, 1134]
subheadline: Πῶς κατῃντήθη «πράκτωρ» bbox=[612, 174, 848, 194]
column-rule bbox=[376, 88, 377, 2319]
headline: ΟΙ ΒΑΣΙΛΕΙΣ, Ο ΔΙΑΔΟΧΟΣ ΚΑΙ ΑΙ ΠΡΙΓΚΗΠΙΣΣΑΙ ΘΑ ΕΠΙΣΚΕΦΘΩΝ ΣΗΜΕΡΟΝ ΤΗΝ ΔΥΤ. ΜΑΚΕΔΟΝΙΑΝ bbox=[1149, 669, 1541, 700]
headline: ΜΗΝΥΜΑΤΑ ΠΡΟΣ ΤΟΝ ΧΟΥΣΕΪΝ ΤΗΣ ΙΟΡΔΑΝΙΑΣ bbox=[919, 984, 1098, 1015]
kicker: ΜΕΤΑ ΤΑΣ ΔΙΑΠΙΣΤΕΥΣΕΙΣ ΤΩΝ ΚΑΘΗΓΗΤΩΝ bbox=[924, 96, 1093, 118]
body-text: ΓΟΥΑΤΕΜΑΛΑ, 13. (Ρώυτερ). — Χιλιάδες φοιτηταὶ διεδήλωσαν εἰς τὰς ὁδοὺς τῆς πρωτευούσης. bbox=[734, 631, 876, 701]
dateline: ΠΡΟΕΤΟΙΜΑΣΙΑΙ ΕΙΣ ΝΑΟΥΣΑΝ bbox=[1365, 726, 1532, 738]
body-text: Ὁ Κ. Χατζηνικολαΐδης, ἄνεργος, μετέβη διὰ ταξὶ εἰς ἐξοχικὸν κέντρον καὶ κατηνάλωσε διάφορα φαγητὰ καὶ ποτά. bbox=[1348, 867, 1548, 922]
table-row: Βελγικῆς 229.50–229.50 bbox=[404, 1052, 547, 1065]
headline: ΤΜΗΜΑ ΤΟΥ ΑΓΑΛΜΑΤΟΣ ΤΟΥ ΤΟΥΤΑΓΧΑΜΟΝ ΕΚΛΑΠΗ ΕΙΣ Η.Π.Α. bbox=[901, 1156, 1116, 1200]
body-text: ΟΥΑΣΙΓΚΤΩΝ, 13. (Ἀσσ. Πρὲς). — Ὁ Σοβιετικὸς πρεσβευτὴς κ. Ντομπρύνιν θὰ ἐπιστρέψῃ αὔριον εἰς τὴν Οὐάσιγκτων. bbox=[199, 1753, 368, 1808]
body-text: ΒΕΛΙΓΡΑΔΙΟΝ, 13. (Ἀσσ. Πρὲς καὶ Ρώυτερ). — Ὁ Στρατάρχης Τίτο ἐχορήγησεν ἀμνηστίαν εἰς τοὺς ἐν τῇ ξένῃ εὑρισκομένους πρώην στρατιωτικούς. bbox=[1141, 581, 1341, 651]
kicker: Εἰς τὴν ὁδὸν Ἀποστόλου Παύλου bbox=[63, 1826, 327, 1846]
article-cairo-law bbox=[18, 1511, 372, 1688]
body-text: ΚΙΣΣΕΝ, 13. (Ρώυτερ). — Τέως ἀξιωματικὸς τῶν Ἐς-Ἐς ἐδήλωσεν ἐνώπιον τοῦ δικαστηρίου ὅτι ἐφόνευε Ἑβραίους διότι ἦτο ἰδεολόγος. bbox=[584, 464, 726, 547]
article-americans-count bbox=[892, 1257, 1125, 1348]
article-areopagite bbox=[18, 1348, 372, 1511]
body-text: ΒΕΡΟΛΙΝΟΝ, 13. (Ρώυτερ). — Ἤρχισε σήμερον εἰς τὸ Δυτικὸν Βερολῖνον ἡ δίκη δεκατριῶν νεοναζιστῶν. bbox=[1348, 1619, 1548, 1674]
subheadline: ΧΩΡΟΦΥΛΑΚΕΣ ΗΝΩΧΛΟΥΝ ΜΑΘΗΤΡΙΑΣ bbox=[1365, 1187, 1532, 1213]
table-row: Ἀγγλίας 289.50–289.50 bbox=[404, 1005, 547, 1018]
subheadline: ὅπου ἦτο καὶ τὸ «στέκι» τῶν γυναικῶν bbox=[35, 227, 357, 248]
column-5 bbox=[1137, 88, 1552, 2319]
body-text: ΑΘΗΝΑΙ, 13. — Ὁ πρόεδρος πρωτοδικῶν ἀπέρριψε τὴν αἴτησιν διότι κατὰ τὸν νόμον οὐδὲν χωρεῖ ἔνδικον μέσον. bbox=[734, 785, 876, 870]
dateline: ΕΙΣ ΤΑΣ ΑΘΗΝΑΣ bbox=[429, 1079, 521, 1091]
table-row: 19969 20248 20474 bbox=[1381, 1416, 1545, 1428]
body-text: Ἐγγάμη, ἡ ὁποία εἰργάζετο εἰς τὸ σανατόριον, ἐγκατέλειψε τὸν σύζυγόν της καὶ ἠκολούθησε τὸν συνάδελφόν της. bbox=[1348, 1130, 1548, 1185]
headline: ΑΥΡΙΟΝ ΘΑ ΜΕΤΑΒΗ ΕΙΣ ΤΗΝ ΟΥΑΣΙΓΚΤΩΝ Ο ΕΝΤΟΣ ΠΡΕΣΒΥΣ Κ. ΝΤΟΜΠΡΥΝΙΝ bbox=[42, 1694, 348, 1749]
headline: ΝΕΑΡΟΣ ΔΙΑΚΟΣΜΗΤΗΣ ΕΞ ΑΘΗΝΩΝ ΑΛΛΗΛΟΔΙΑΝΕΝΕΙΣ ΜΕ ΤΗΝ ΦΙΛΗΝ ΤΟΥ bbox=[391, 110, 560, 168]
kicker: ΠΑΡΕΠΕΜΦΘΗ ΕΙΣ ΔΙΚΗΝ bbox=[399, 96, 552, 109]
dateline: ΕΙΣ ΤΟ ΑΜΥΝΤΑΙΟΝ bbox=[752, 1634, 858, 1646]
dateline: ΧΙΟΝΟΘΥΕΛΛΑΙ ΕΙΣ ΑΜΕΡΙΚΗΝ bbox=[752, 1029, 858, 1052]
dateline: ΤΟ ΠΕΝΤΑΕΤΕΣ ΠΡΟΓΡΑΜΜΑ bbox=[1161, 398, 1320, 410]
headline: ΜΙΑ ΓΡΑΙΑ ΕΚΑΜΕ ΣΤΡΙΠ–ΤΗΖ ΕΝ ΜΕΣΗ ΟΔΩ ΑΠΑΛΛΑΓΕΙΣΑ ΤΟΥ ΣΥΝΑΙΣΘΗΜΑΤΟΣ ΤΗΣ ΕΠΕΙΓΟΥΣΗΣ ΦΥΣΙΚΗΣ ΑΝΑΓΚΗΣ ΤΗΣ! bbox=[24, 1848, 367, 1920]
article-film-festival bbox=[892, 778, 1125, 871]
